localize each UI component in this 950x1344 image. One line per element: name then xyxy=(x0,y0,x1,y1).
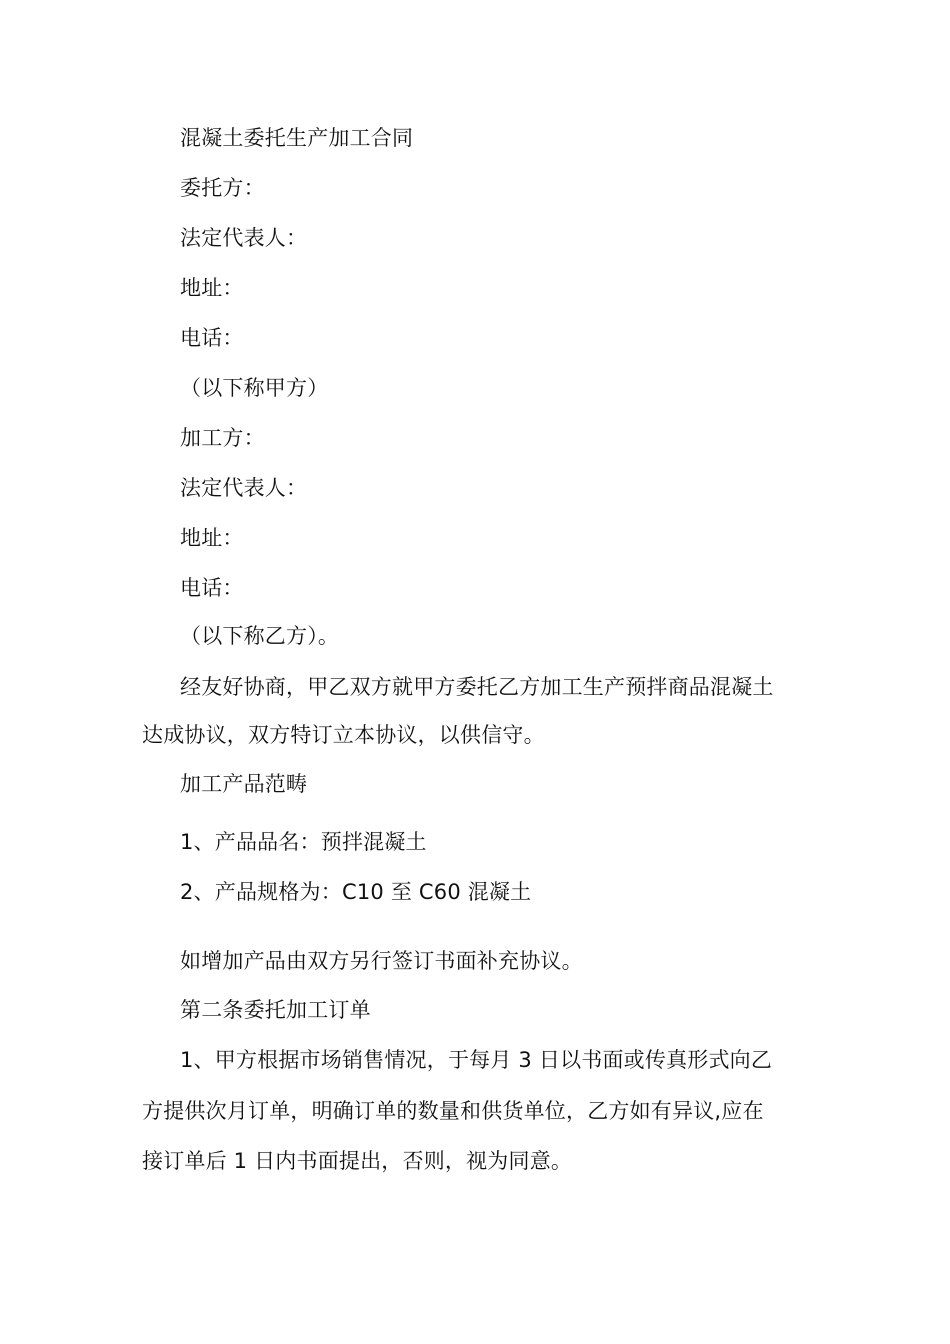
party-a-rep-label: 法定代表人： xyxy=(180,226,308,250)
intro-line-2: 达成协议，双方特订立本协议，以供信守。 xyxy=(142,723,545,747)
party-b-address-label: 地址： xyxy=(180,526,244,550)
party-b-phone-label: 电话： xyxy=(180,576,244,600)
section1-item-1: 1、产品品名：预拌混凝土 xyxy=(180,830,427,854)
party-a-name-label: 委托方： xyxy=(180,176,265,200)
section2-para1-line-1: 1、甲方根据市场销售情况，于每月 3 日以书面或传真形式向乙 xyxy=(180,1048,773,1072)
intro-line-1: 经友好协商，甲乙双方就甲方委托乙方加工生产预拌商品混凝土 xyxy=(180,675,774,699)
section1-item-2: 2、产品规格为：C10 至 C60 混凝土 xyxy=(180,880,532,904)
party-a-phone-label: 电话： xyxy=(180,326,244,350)
section2-para1-line-3: 接订单后 1 日内书面提出，否则，视为同意。 xyxy=(142,1149,573,1173)
section1-heading: 加工产品范畴 xyxy=(180,772,308,796)
party-a-address-label: 地址： xyxy=(180,276,244,300)
section1-note: 如增加产品由双方另行签订书面补充协议。 xyxy=(180,949,583,973)
section2-heading: 第二条委托加工订单 xyxy=(180,998,371,1022)
party-b-alias: （以下称乙方）。 xyxy=(180,624,340,648)
section2-para1-line-2: 方提供次月订单，明确订单的数量和供货单位，乙方如有异议,应在 xyxy=(142,1099,764,1123)
party-b-name-label: 加工方： xyxy=(180,426,265,450)
party-b-rep-label: 法定代表人： xyxy=(180,476,308,500)
document-title: 混凝土委托生产加工合同 xyxy=(180,126,414,150)
party-a-alias: （以下称甲方） xyxy=(180,376,329,400)
